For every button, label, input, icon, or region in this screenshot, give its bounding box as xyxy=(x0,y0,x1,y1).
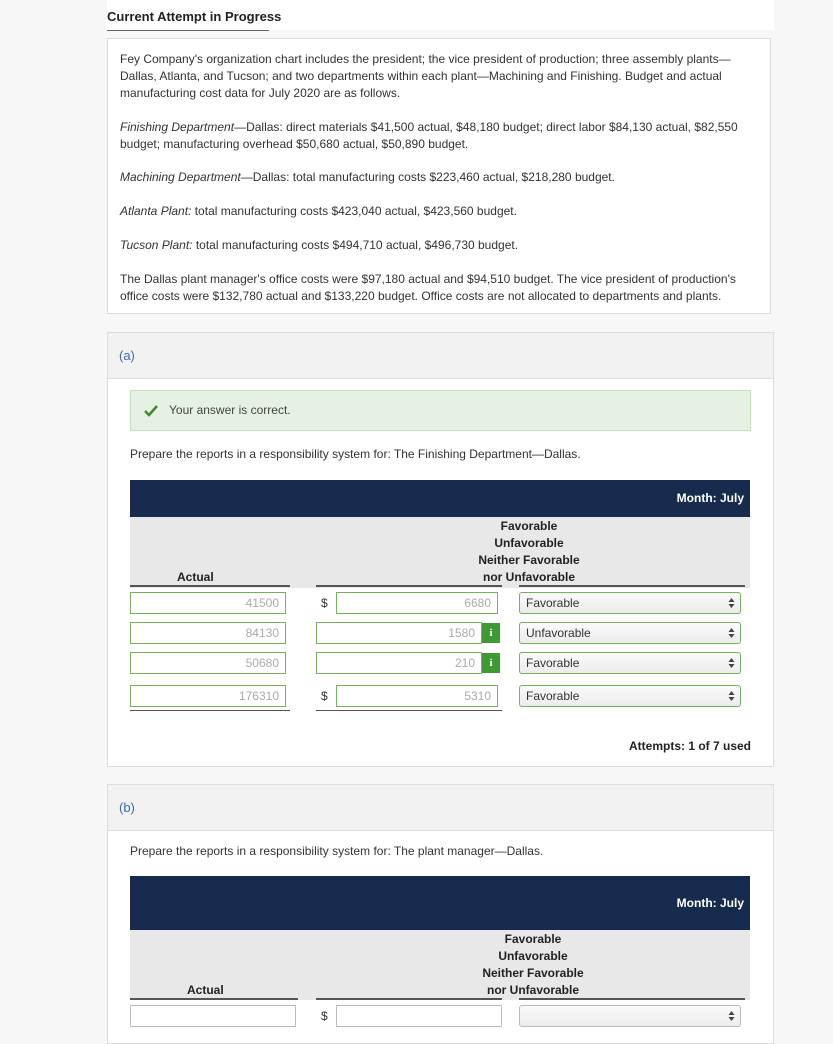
fav-header-line3: Neither Favorable xyxy=(478,553,580,567)
tucson-paragraph xyxy=(120,237,760,254)
difference-input-overhead[interactable]: 210 xyxy=(316,652,482,674)
machining-text: —Dallas: total manufacturing costs $223,460 actual, $218,280 budget. xyxy=(240,170,615,184)
tucson-text: total manufacturing costs $494,710 actual, $496,730 budget. xyxy=(192,238,519,252)
dollar-sign: $ xyxy=(321,1009,328,1023)
select-arrows-icon xyxy=(728,657,735,669)
actual-input-direct-materials[interactable]: 41500 xyxy=(130,592,286,614)
finishing-paragraph xyxy=(120,119,760,153)
total-underline xyxy=(130,710,290,711)
select-arrows-icon xyxy=(728,597,735,609)
part-a-prompt: Prepare the reports in a responsibility system for: The Finishing Department—Dallas. xyxy=(130,447,581,461)
dollar-sign: $ xyxy=(321,689,328,703)
part-b-prompt: Prepare the reports in a responsibility system for: The plant manager—Dallas. xyxy=(130,844,544,858)
status-select-overhead[interactable] xyxy=(519,652,741,674)
part-a-month: Month: July xyxy=(676,491,744,505)
attempts-counter: Attempts: 1 of 7 used xyxy=(628,739,751,753)
actual-header-underline xyxy=(130,585,290,587)
correct-message: Your answer is correct. xyxy=(169,403,291,417)
atlanta-text: total manufacturing costs $423,040 actual, $423,560 budget. xyxy=(191,204,517,218)
tucson-label: Tucson Plant: xyxy=(120,238,193,252)
part-a-label: (a) xyxy=(119,348,135,363)
fav-header-line1: Favorable xyxy=(500,519,558,533)
correct-answer-banner xyxy=(130,390,751,431)
actual-input-total[interactable]: 176310 xyxy=(130,685,286,707)
fav-header-line2: Unfavorable xyxy=(494,536,564,550)
select-arrows-icon xyxy=(728,1010,735,1022)
status-select-total[interactable] xyxy=(519,685,741,707)
info-icon[interactable]: i xyxy=(482,623,500,643)
status-select-value: Favorable xyxy=(526,596,580,610)
select-arrows-icon xyxy=(728,690,735,702)
actual-column-header: Actual xyxy=(187,983,224,997)
status-header-underline xyxy=(519,585,745,587)
status-select-value: Favorable xyxy=(526,656,580,670)
part-b-table-header xyxy=(130,876,750,930)
diff-header-underline xyxy=(316,585,502,587)
part-b-month: Month: July xyxy=(676,896,744,910)
finishing-label: Finishing Department xyxy=(120,120,235,134)
status-select-direct-materials[interactable] xyxy=(519,592,741,614)
fav-unfav-header xyxy=(444,931,622,999)
problem-statement xyxy=(107,38,771,314)
status-select-direct-labor[interactable] xyxy=(519,622,741,644)
total-underline xyxy=(316,710,502,711)
dollar-sign: $ xyxy=(321,596,328,610)
machining-label: Machining Department xyxy=(120,170,241,184)
fav-header-line2: Unfavorable xyxy=(498,949,568,963)
actual-column-header: Actual xyxy=(177,570,214,584)
fav-header-line1: Favorable xyxy=(504,932,562,946)
difference-input-direct-labor[interactable]: 1580 xyxy=(316,622,482,644)
status-header-underline xyxy=(519,998,745,1000)
status-select-value: Favorable xyxy=(526,689,580,703)
info-icon[interactable]: i xyxy=(482,653,500,673)
part-a-table-header xyxy=(130,480,750,517)
fav-header-line4: nor Unfavorable xyxy=(482,570,575,584)
page-title: Current Attempt in Progress xyxy=(107,9,269,31)
diff-header-underline xyxy=(316,998,502,1000)
difference-input-direct-materials[interactable]: 6680 xyxy=(336,592,498,614)
problem-intro: Fey Company's organization chart includes the president; the vice president of production; three assembly plants—Dallas, Atlanta, and Tucson; and two departments within each plant—Machining and Finishing. Budget and actual manufacturing cost data for July 2020 are as follows. xyxy=(120,52,731,100)
actual-header-underline xyxy=(130,998,298,1000)
finishing-text: —Dallas: direct materials $41,500 actual, $48,180 budget; direct labor $84,130 actual, $82,550 budget; manufacturing overhead $50,680 actual, $50,890 budget. xyxy=(120,120,738,151)
machining-paragraph xyxy=(120,169,760,186)
select-arrows-icon xyxy=(728,627,735,639)
part-b-header xyxy=(108,785,773,831)
fav-header-line4: nor Unfavorable xyxy=(486,983,579,997)
difference-input-total[interactable]: 5310 xyxy=(336,685,498,707)
part-b-label: (b) xyxy=(119,800,135,815)
checkmark-icon xyxy=(144,404,158,418)
atlanta-label: Atlanta Plant: xyxy=(120,204,192,218)
office-costs-paragraph: The Dallas plant manager's office costs were $97,180 actual and $94,510 budget. The vice president of production's office costs were $132,780 actual and $133,220 budget. Office costs are not allocated to departments and plants. xyxy=(120,272,736,303)
part-a-header xyxy=(108,333,773,379)
actual-input-direct-labor[interactable]: 84130 xyxy=(130,622,286,644)
atlanta-paragraph xyxy=(120,203,760,220)
fav-unfav-header xyxy=(440,518,618,586)
status-select-value: Unfavorable xyxy=(526,626,591,640)
actual-input-overhead[interactable]: 50680 xyxy=(130,652,286,674)
fav-header-line3: Neither Favorable xyxy=(482,966,584,980)
